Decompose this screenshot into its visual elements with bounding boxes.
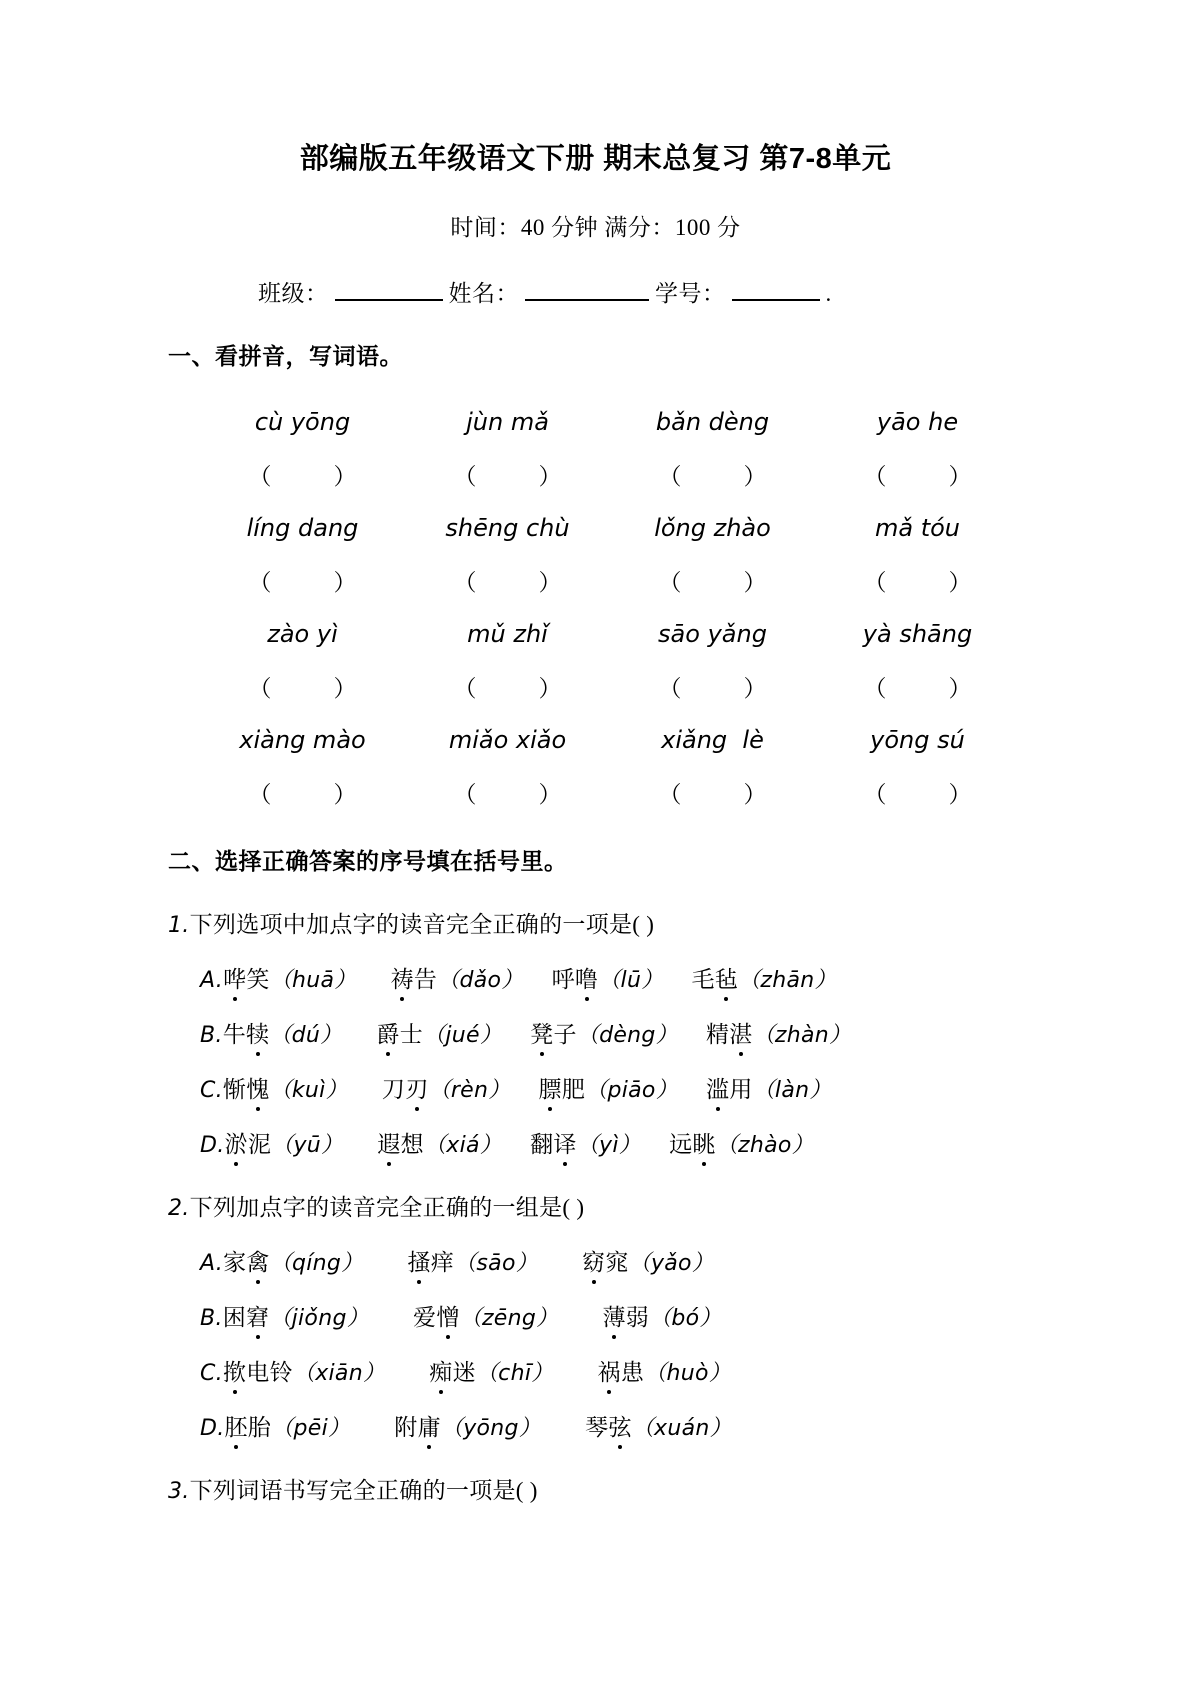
section-heading-one: 一、看拼音，写词语。 xyxy=(168,342,403,369)
answer-box[interactable]: （） xyxy=(658,463,767,489)
option-item: 哗笑（huā） xyxy=(223,961,357,994)
class-label: 班级： xyxy=(258,280,329,306)
option-label: A. xyxy=(200,1250,224,1276)
option-label: C. xyxy=(200,1360,223,1386)
answer-box[interactable]: （） xyxy=(453,675,562,701)
pinyin-prompt: yōng sú xyxy=(870,725,965,754)
option-item: 痴迷（chī） xyxy=(429,1354,553,1387)
option-item: 爱憎（zēng） xyxy=(413,1299,558,1332)
answer-box[interactable]: （） xyxy=(453,463,562,489)
option-item: 祷告（dǎo） xyxy=(391,961,524,994)
option-item: 凳子（dèng） xyxy=(530,1016,678,1049)
pinyin-prompt: líng dang xyxy=(246,513,359,542)
section-heading-two: 二、选择正确答案的序号填在括号里。 xyxy=(168,847,568,874)
option-item: 毛毡（zhān） xyxy=(692,961,837,994)
dotted-char: 爵 xyxy=(376,1016,399,1049)
dotted-char: 眺 xyxy=(692,1126,715,1159)
answer-paren-row xyxy=(200,434,1020,491)
option-row[interactable] xyxy=(0,1332,1191,1387)
dotted-char: 憎 xyxy=(436,1299,459,1332)
option-item: 翻译（yì） xyxy=(530,1126,641,1159)
option-label: B. xyxy=(200,1305,223,1331)
dotted-char: 禽 xyxy=(246,1244,269,1277)
question-number: 3. xyxy=(168,1478,190,1504)
dotted-char: 薄 xyxy=(602,1299,625,1332)
option-item: 膘肥（piāo） xyxy=(539,1071,678,1104)
class-blank[interactable] xyxy=(335,279,443,301)
dotted-char: 刃 xyxy=(405,1071,428,1104)
question-number: 1. xyxy=(168,912,190,938)
dotted-char: 愧 xyxy=(246,1071,269,1104)
page-title: 部编版五年级语文下册 期末总复习 第7-8单元 xyxy=(299,143,892,175)
dotted-char: 庸 xyxy=(418,1409,441,1442)
option-item: 呼噜（lū） xyxy=(552,961,664,994)
option-item: 揿电铃（xiān） xyxy=(223,1354,385,1387)
option-row[interactable] xyxy=(0,1387,1191,1442)
pinyin-prompt: mǎ tóu xyxy=(874,513,961,542)
option-row[interactable] xyxy=(0,1049,1191,1104)
dotted-char: 遐 xyxy=(377,1126,400,1159)
option-item: 胚胎（pēi） xyxy=(225,1409,351,1442)
answer-paren-row xyxy=(200,540,1020,597)
option-label: D. xyxy=(200,1132,225,1158)
pinyin-row xyxy=(200,597,1020,646)
option-item: 牛犊（dú） xyxy=(223,1016,343,1049)
option-item: 搔痒（sāo） xyxy=(407,1244,538,1277)
dotted-char: 译 xyxy=(553,1126,576,1159)
option-label: B. xyxy=(200,1022,223,1048)
question-text: 下列加点字的读音完全正确的一组是( ) xyxy=(189,1194,585,1220)
question-number: 2. xyxy=(168,1195,190,1221)
dotted-char: 祷 xyxy=(391,961,414,994)
id-blank[interactable] xyxy=(732,279,820,301)
question-stem xyxy=(0,1442,1191,1505)
pinyin-prompt: zào yì xyxy=(267,619,338,648)
answer-box[interactable]: （） xyxy=(248,675,357,701)
answer-box[interactable]: （） xyxy=(248,463,357,489)
pinyin-prompt: xiàng mào xyxy=(239,725,366,754)
dotted-char: 弦 xyxy=(608,1409,631,1442)
dotted-char: 湛 xyxy=(729,1016,752,1049)
option-row[interactable] xyxy=(0,994,1191,1049)
exam-subtitle: 时间：40 分钟 满分：100 分 xyxy=(450,214,741,240)
option-item: 精湛（zhàn） xyxy=(706,1016,851,1049)
option-label: C. xyxy=(200,1077,223,1103)
dotted-char: 祸 xyxy=(598,1354,621,1387)
dotted-char: 痴 xyxy=(429,1354,452,1387)
dotted-char: 胚 xyxy=(225,1409,248,1442)
name-label: 姓名： xyxy=(448,280,519,306)
answer-box[interactable]: （） xyxy=(453,569,562,595)
pinyin-prompt: lǒng zhào xyxy=(654,513,771,542)
pinyin-prompt: bǎn dèng xyxy=(655,407,770,436)
dotted-char: 滥 xyxy=(706,1071,729,1104)
pinyin-row xyxy=(200,703,1020,752)
answer-box[interactable]: （） xyxy=(248,569,357,595)
pinyin-row xyxy=(200,491,1020,540)
question-stem xyxy=(0,876,1191,939)
dotted-char: 哗 xyxy=(223,961,246,994)
option-item: 琴弦（xuán） xyxy=(585,1409,732,1442)
pinyin-prompt: xiǎng lè xyxy=(661,725,764,754)
option-item: 困窘（jiǒng） xyxy=(223,1299,369,1332)
option-item: 滥用（làn） xyxy=(706,1071,832,1104)
option-item: 惭愧（kuì） xyxy=(223,1071,348,1104)
id-label: 学号： xyxy=(655,280,726,306)
option-label: A. xyxy=(200,967,224,993)
dotted-char: 膘 xyxy=(539,1071,562,1104)
answer-box[interactable]: （） xyxy=(453,781,562,807)
dotted-char: 淤 xyxy=(225,1126,248,1159)
pinyin-prompt: cù yōng xyxy=(254,407,351,436)
answer-box[interactable]: （） xyxy=(248,781,357,807)
option-item: 远眺（zhào） xyxy=(669,1126,814,1159)
question-text: 下列选项中加点字的读音完全正确的一项是( ) xyxy=(189,911,655,937)
option-label: D. xyxy=(200,1415,225,1441)
option-item: 遐想（xiá） xyxy=(377,1126,502,1159)
option-row[interactable] xyxy=(0,1277,1191,1332)
option-item: 淤泥（yū） xyxy=(225,1126,344,1159)
option-item: 窈窕（yǎo） xyxy=(582,1244,714,1277)
answer-box[interactable]: （） xyxy=(658,675,767,701)
dotted-char: 犊 xyxy=(246,1016,269,1049)
pinyin-prompt: yà shāng xyxy=(862,619,973,648)
answer-box[interactable]: （） xyxy=(863,463,972,489)
answer-box[interactable]: （） xyxy=(863,569,972,595)
pinyin-prompt: jùn mǎ xyxy=(466,407,549,436)
pinyin-prompt: yāo he xyxy=(876,407,959,436)
option-row[interactable] xyxy=(0,939,1191,994)
dotted-char: 噜 xyxy=(575,961,598,994)
dotted-char: 搔 xyxy=(407,1244,430,1277)
pinyin-row xyxy=(200,385,1020,434)
option-row[interactable] xyxy=(0,1104,1191,1159)
option-item: 刀刃（rèn） xyxy=(382,1071,511,1104)
answer-paren-row xyxy=(200,752,1020,809)
answer-box[interactable]: （） xyxy=(863,675,972,701)
pinyin-prompt: miǎo xiǎo xyxy=(448,725,567,754)
pinyin-writing-block xyxy=(0,371,1191,809)
answer-box[interactable]: （） xyxy=(658,569,767,595)
option-item: 附庸（yōng） xyxy=(394,1409,541,1442)
student-info-line xyxy=(0,242,1191,308)
option-item: 家禽（qíng） xyxy=(223,1244,363,1277)
name-blank[interactable] xyxy=(525,279,649,301)
dotted-char: 窘 xyxy=(246,1299,269,1332)
dotted-char: 凳 xyxy=(530,1016,553,1049)
option-item: 爵士（jué） xyxy=(376,1016,502,1049)
dotted-char: 毡 xyxy=(715,961,738,994)
pinyin-prompt: shēng chù xyxy=(445,513,570,542)
answer-paren-row xyxy=(200,646,1020,703)
question-text: 下列词语书写完全正确的一项是( ) xyxy=(189,1477,538,1503)
option-row[interactable] xyxy=(0,1222,1191,1277)
option-item: 薄弱（bó） xyxy=(602,1299,721,1332)
answer-box[interactable]: （） xyxy=(863,781,972,807)
question-stem xyxy=(0,1159,1191,1222)
option-item: 祸患（huò） xyxy=(598,1354,731,1387)
pinyin-prompt: mǔ zhǐ xyxy=(467,619,548,648)
info-trailing: . xyxy=(825,280,832,306)
pinyin-prompt: sāo yǎng xyxy=(658,619,767,648)
answer-box[interactable]: （） xyxy=(658,781,767,807)
dotted-char: 窈 xyxy=(582,1244,605,1277)
dotted-char: 揿 xyxy=(223,1354,246,1387)
